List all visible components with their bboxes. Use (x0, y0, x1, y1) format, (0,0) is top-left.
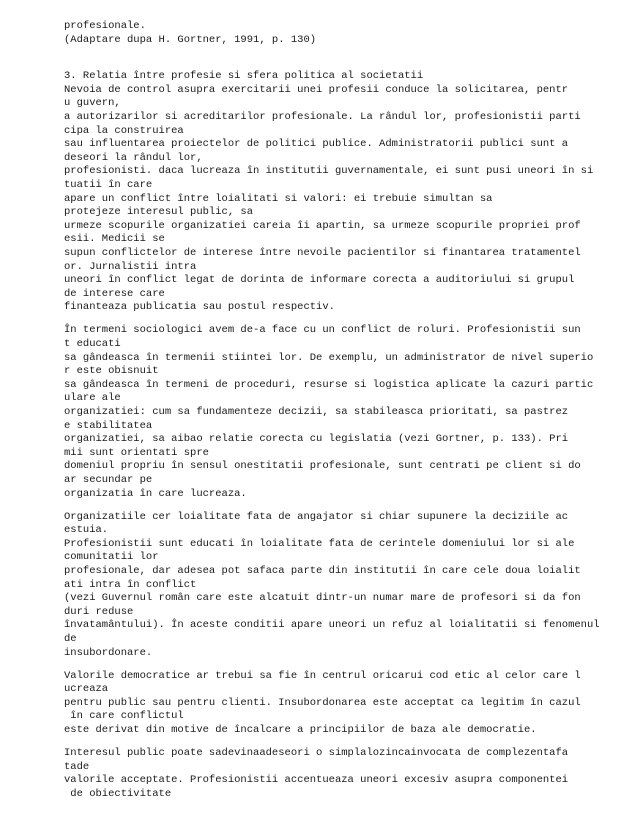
text-line: învatamântului). În aceste conditii apare uneori un refuz al loialitatii si fenomenul (64, 619, 600, 632)
text-line: sa gândeasca în termenii stiintei lor. De exemplu, un administrator de nivel superio (64, 351, 594, 364)
text-line: organizatia în care lucreaza. (64, 487, 247, 500)
text-line: Organizatiile cer loialitate fata de angajator si chiar supunere la deciziile ac (64, 510, 569, 523)
paragraph (64, 747, 616, 801)
text-line: domeniul propriu în sensul onestitatii profesionale, sunt centrati pe client si do (64, 460, 581, 473)
document-page (64, 20, 616, 811)
text-line: finanteaza publicatia sau postul respectiv. (64, 301, 335, 314)
text-line: Valorile democratice ar trebui sa fie în centrul oricarui cod etic al celor care l (64, 669, 581, 682)
paragraph (64, 324, 616, 501)
text-line: u guvern, (64, 97, 121, 110)
text-line: tade (64, 760, 90, 773)
text-line: duri reduse (64, 605, 134, 618)
text-line: insubordonare. (64, 646, 153, 659)
paragraph (64, 511, 616, 661)
intro-block (64, 20, 616, 47)
text-line: comunitatii lor (64, 551, 159, 564)
text-line: de (64, 632, 77, 645)
text-line: profesionale, dar adesea pot safaca parte din institutii în care cele doua loialit (64, 564, 581, 577)
text-line: esii. Medicii se (64, 233, 165, 246)
text-line: de interese care (64, 287, 165, 300)
text-line: organizatiei: cum sa fundamenteze decizii, sa stabileasca prioritati, sa pastrez (64, 405, 569, 418)
text-line: Nevoia de control asupra exercitarii unei profesii conduce la solicitarea, pentr (64, 83, 569, 96)
text-line: Profesionistii sunt educati în loialitate fata de cerintele domeniului lor si ale (64, 537, 575, 550)
text-line: este derivat din motive de încalcare a principiilor de baza ale democratie. (64, 724, 537, 736)
source-citation: (Adaptare dupa H. Gortner, 1991, p. 130) (64, 33, 317, 46)
text-line: uneori în conflict legat de dorinta de informare corecta a auditoriului si grupul (64, 274, 575, 287)
text-line: valorile acceptate. Profesionistii accentueaza uneori excesiv asupra componentei (64, 774, 569, 787)
text-line: În termeni sociologici avem de-a face cu un conflict de roluri. Profesionistii sun (64, 324, 581, 337)
section-paragraph-heading (64, 70, 616, 315)
text-line: tuatii în care (64, 178, 153, 191)
text-line: a autorizarilor si acreditarilor profesionale. La rândul lor, profesionistii parti (64, 110, 581, 123)
section-heading: 3. Relatia între profesie si sfera politica al societatii (64, 70, 424, 83)
text-line: protejeze interesul public, sa (64, 206, 254, 219)
text-line: Interesul public poate sadevinaadeseori o simplalozincainvocata de complezentafa (64, 747, 569, 760)
text-line: sa gândeasca în termeni de proceduri, resurse si logistica aplicate la cazuri partic (64, 378, 594, 391)
paragraph (64, 670, 616, 738)
text-line: ucreaza (64, 683, 109, 696)
text-line: sau influentarea proiectelor de politici publice. Administratorii publici sunt a (64, 138, 569, 151)
text-line: organizatiei, sa aibao relatie corecta cu legislatia (vezi Gortner, p. 133). Pri (64, 433, 569, 446)
text-line: (vezi Guvernul român care este alcatuit dintr-un numar mare de profesori si da fon (64, 592, 581, 605)
text-line: apare un conflict între loialitati si valori: ei trebuie simultan sa (64, 192, 493, 205)
text-line: ar secundar pe (64, 473, 153, 486)
text-line: profesionale. (64, 20, 146, 32)
text-line: urmeze scopurile organizatiei careia îi apartin, sa urmeze scopurile propriei prof (64, 219, 581, 232)
text-line: ulare ale (64, 392, 121, 405)
text-line: în care conflictul (64, 710, 184, 723)
text-line: profesionisti. daca lucreaza în institutii guvernamentale, ei sunt pusi uneori în si (64, 165, 594, 178)
text-line: deseori la rândul lor, (64, 151, 203, 164)
text-line: supun conflictelor de interese între nevoile pacientilor si finantarea tratamentel (64, 246, 581, 259)
document-body (64, 70, 616, 801)
text-line: e stabilitatea (64, 419, 153, 432)
text-line: pentru public sau pentru clienti. Insubordonarea este acceptat ca legitim în cazul (64, 696, 581, 709)
text-line: cipa la construirea (64, 124, 184, 137)
text-line: r este obisnuit (64, 365, 159, 378)
text-line: t educati (64, 337, 121, 350)
text-line: estuia. (64, 524, 109, 537)
text-line: ati intra în conflict (64, 578, 197, 591)
text-line: mii sunt orientati spre (64, 446, 209, 459)
text-line: de obiectivitate (64, 787, 172, 800)
text-line: or. Jurnalistii intra (64, 260, 197, 273)
section-gap (64, 47, 616, 70)
